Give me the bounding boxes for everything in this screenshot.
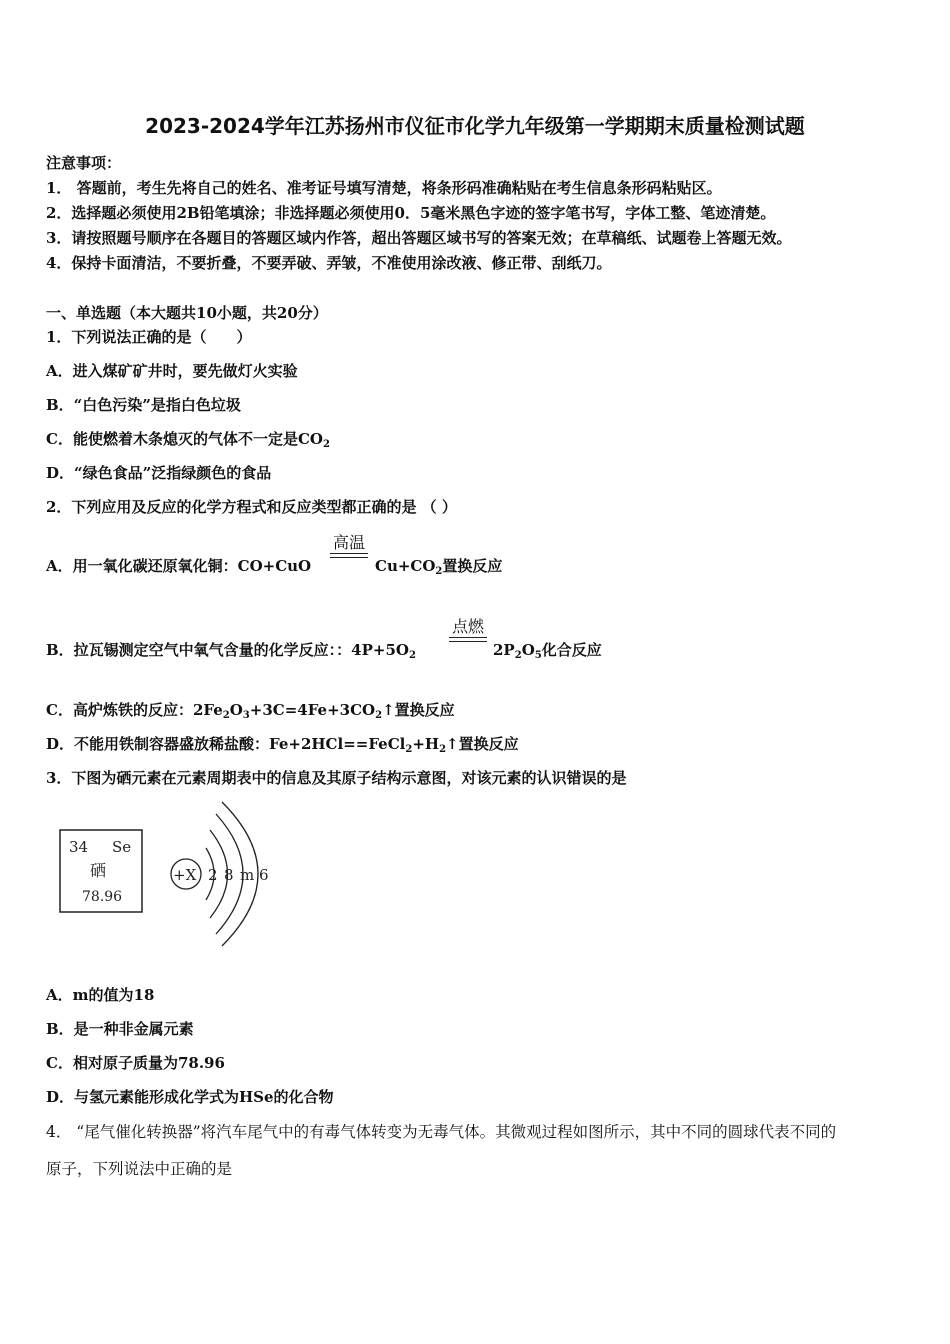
q2-b-type: 化合反应 <box>541 641 602 659</box>
q1-stem: 1．下列说法正确的是（ ） <box>46 328 252 346</box>
q2-d-part: ↑置换反应 <box>446 735 519 753</box>
q2-option-c <box>46 699 455 720</box>
notice-heading: 注意事项： <box>46 154 122 172</box>
q2-option-b <box>46 639 416 660</box>
subscript: 2 <box>322 439 330 450</box>
notice-item-4: 4．保持卡面清洁，不要折叠，不要弄破、弄皱，不准使用涂改液、修正带、刮纸刀。 <box>46 254 612 272</box>
q1-option-d: D．“绿色食品”泛指绿颜色的食品 <box>46 464 272 482</box>
q1-option-c-text: C．能使燃着木条熄灭的气体不一定是CO <box>46 430 323 448</box>
q2-a-products <box>375 555 502 576</box>
notice-item-1: 1． 答题前，考生先将自己的姓名、准考证号填写清楚，将条形码准确粘贴在考生信息条形码粘贴区。 <box>46 179 722 197</box>
condition-label: 点燃 <box>451 617 484 636</box>
subscript: 2 <box>405 744 413 755</box>
q2-d-part: D．不能用铁制容器盛放稀盐酸：Fe+2HCl==FeCl <box>46 735 406 753</box>
selenium-figure <box>50 800 280 950</box>
q3-option-a: A．m的值为18 <box>46 986 155 1004</box>
subscript: 2 <box>514 650 522 661</box>
page-title: 2023-2024学年江苏扬州市仪征市化学九年级第一学期期末质量检测试题 <box>145 114 805 138</box>
reaction-condition-high-temp <box>330 530 368 558</box>
subscript: 2 <box>439 744 447 755</box>
q2-option-a <box>46 555 311 576</box>
shell-electrons-2: 8 <box>224 866 234 884</box>
q2-b-product-part: O <box>521 641 535 659</box>
section-heading: 一、单选题（本大题共10小题，共20分） <box>46 304 328 322</box>
element-symbol: Se <box>112 838 132 856</box>
q4-stem-line-1: 4． “尾气催化转换器”将汽车尾气中的有毒气体转变为无毒气体。其微观过程如图所示，其中不同的圆球代表不同的 <box>46 1123 837 1141</box>
atomic-number: 34 <box>69 838 89 856</box>
notice-item-3: 3．请按照题号顺序在各题目的答题区域内作答，超出答题区域书写的答案无效；在草稿纸、试题卷上答题无效。 <box>46 229 792 247</box>
subscript: 2 <box>222 710 230 721</box>
subscript: 3 <box>242 710 250 721</box>
element-name: 硒 <box>90 861 107 880</box>
q2-b-products <box>493 639 602 660</box>
q2-b-product-part: 2P <box>493 641 515 659</box>
q2-option-d <box>46 733 519 754</box>
q3-stem: 3．下图为硒元素在元素周期表中的信息及其原子结构示意图，对该元素的认识错误的是 <box>46 769 627 787</box>
subscript: 2 <box>408 650 416 661</box>
q3-option-b: B．是一种非金属元素 <box>46 1020 194 1038</box>
shell-electrons-1: 2 <box>208 866 218 884</box>
q1-option-a: A．进入煤矿矿井时，要先做灯火实验 <box>46 362 298 380</box>
q3-option-c: C．相对原子质量为78.96 <box>46 1054 225 1072</box>
shell-electrons-3: m <box>240 866 255 884</box>
q2-b-reactants: B．拉瓦锡测定空气中氧气含量的化学反应：：4P+5O <box>46 641 409 659</box>
reaction-condition-ignite <box>449 614 487 642</box>
notice-item-2: 2．选择题必须使用2B铅笔填涂；非选择题必须使用0．5毫米黑色字迹的签字笔书写，字体工整、笔迹清楚。 <box>46 204 776 222</box>
subscript: 2 <box>435 566 443 577</box>
q4-stem-line-2: 原子，下列说法中正确的是 <box>46 1160 233 1178</box>
q1-option-b: B．“白色污染”是指白色垃圾 <box>46 396 241 414</box>
shell-electrons-4: 6 <box>259 866 269 884</box>
q2-c-part: C．高炉炼铁的反应：2Fe <box>46 701 223 719</box>
q2-a-product: Cu+CO <box>375 557 436 575</box>
condition-label: 高温 <box>332 533 365 552</box>
q2-d-part: +H <box>412 735 440 753</box>
equals-bar <box>449 637 487 642</box>
equals-bar <box>330 553 368 558</box>
q2-c-part: ↑置换反应 <box>382 701 455 719</box>
q2-c-part: +3C=4Fe+3CO <box>249 701 376 719</box>
q2-a-type: 置换反应 <box>442 557 503 575</box>
subscript: 2 <box>375 710 383 721</box>
subscript: 5 <box>534 650 542 661</box>
atomic-mass: 78.96 <box>82 889 123 905</box>
q2-a-reactants: A．用一氧化碳还原氧化铜：CO+CuO <box>46 557 312 575</box>
q2-stem: 2．下列应用及反应的化学方程式和反应类型都正确的是 （ ） <box>46 498 457 516</box>
q2-c-part: O <box>229 701 243 719</box>
q3-option-d: D．与氢元素能形成化学式为HSe的化合物 <box>46 1088 334 1106</box>
q1-option-c <box>46 428 330 449</box>
nucleus-charge: +X <box>173 866 197 884</box>
